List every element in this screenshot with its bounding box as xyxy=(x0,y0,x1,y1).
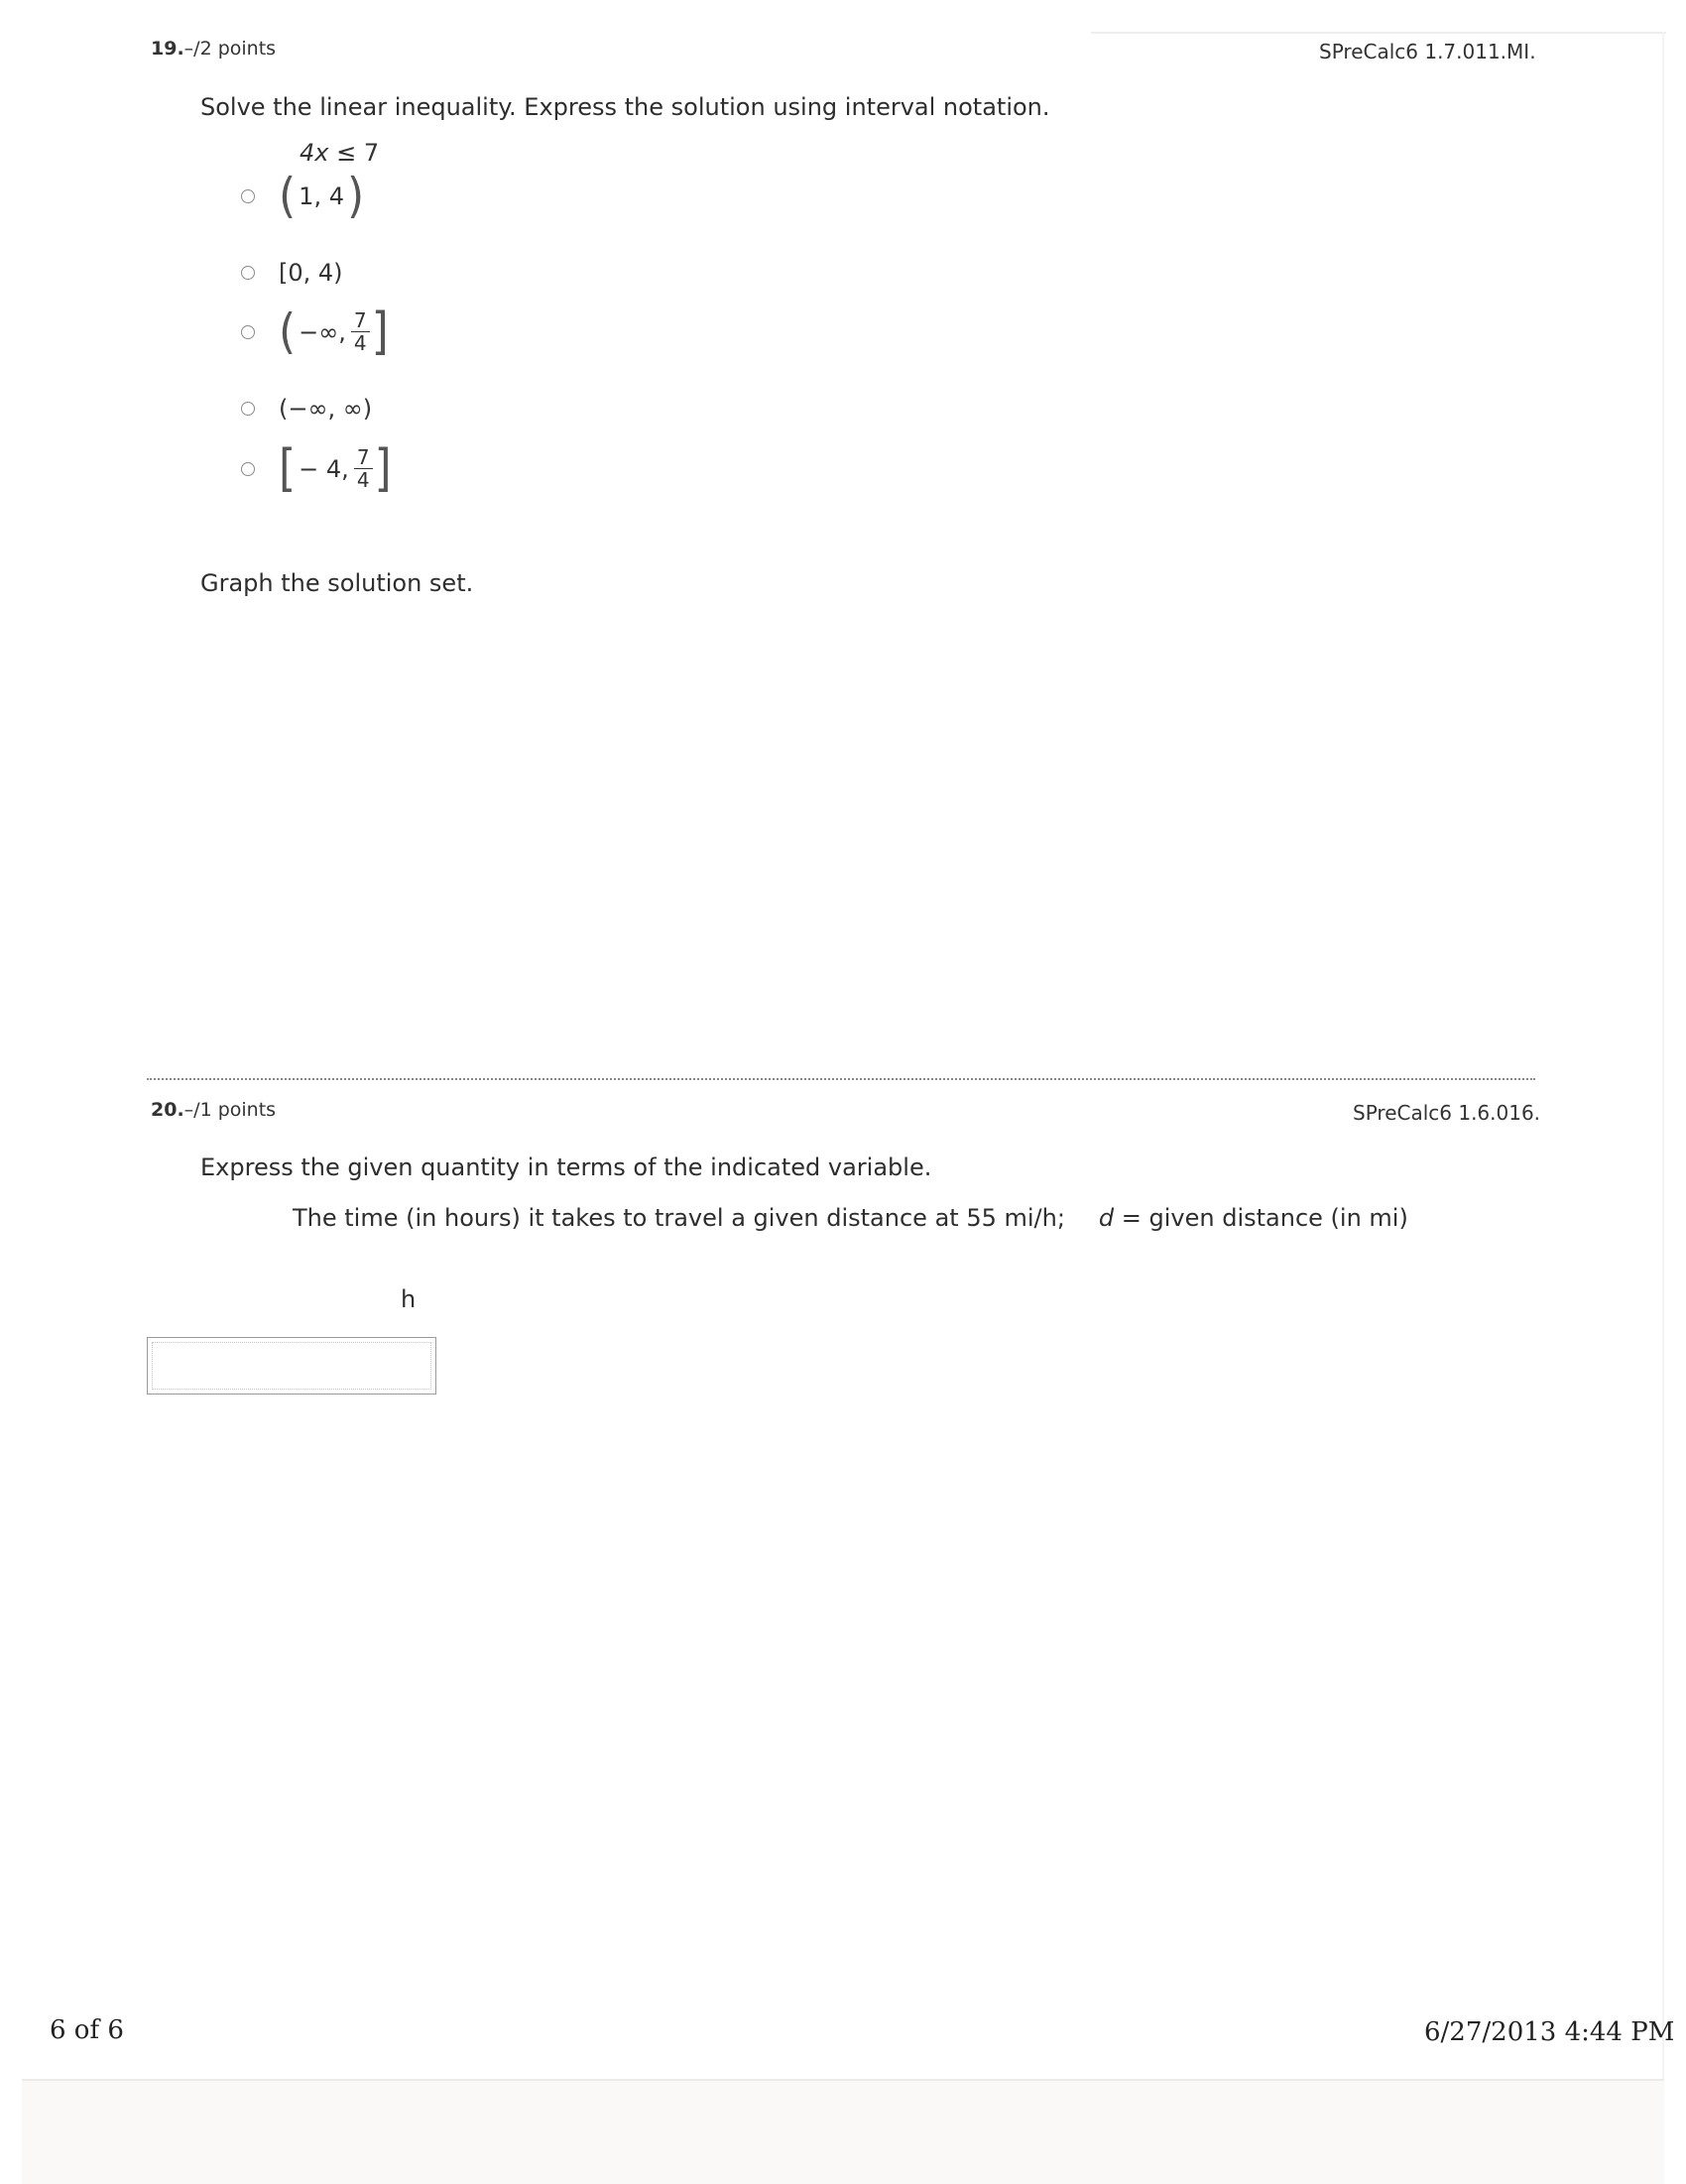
question-divider xyxy=(147,1078,1535,1080)
q20-description xyxy=(293,1204,1408,1232)
q19-header xyxy=(151,38,276,60)
q19-code: SPreCalc6 1.7.011.MI. xyxy=(1319,40,1536,63)
q19-choice-4[interactable] xyxy=(241,395,372,423)
q19-graph-prompt: Graph the solution set. xyxy=(200,569,474,597)
q20-code: SPreCalc6 1.6.016. xyxy=(1353,1101,1541,1125)
q20-variable-def: = given distance (in mi) xyxy=(1114,1204,1408,1232)
choice-text: [0, 4) xyxy=(279,259,343,287)
q19-choice-3[interactable] xyxy=(241,302,389,361)
radio-button[interactable] xyxy=(241,325,255,339)
q20-unit: h xyxy=(401,1285,417,1313)
q19-choice-5[interactable] xyxy=(241,438,392,498)
q19-inequality-lhs: 4x xyxy=(300,139,329,167)
q20-variable: d xyxy=(1098,1204,1115,1232)
fraction-denominator: 4 xyxy=(356,468,370,492)
scan-edge-top xyxy=(1091,32,1666,34)
choice-math: [ − 4, $\frac{7}{4}$ ] xyxy=(279,438,392,498)
q19-number: 19. xyxy=(151,38,184,60)
radio-button[interactable] xyxy=(241,402,255,416)
q19-points: –/2 points xyxy=(183,38,277,60)
scan-edge-right xyxy=(1662,32,1664,2095)
fraction xyxy=(354,446,373,491)
q20-header xyxy=(151,1099,276,1121)
choice-text: −∞, xyxy=(299,317,346,346)
q19-prompt: Solve the linear inequality. Express the solution using interval notation. xyxy=(200,93,1050,121)
choice-text: (−∞, ∞) xyxy=(279,395,373,423)
q19-inequality xyxy=(300,139,379,167)
q20-points: –/1 points xyxy=(183,1099,277,1121)
fraction-numerator: 7 xyxy=(351,309,370,332)
choice-text: 1, 4 xyxy=(299,182,344,210)
choice-math: ( 1, 4 ) xyxy=(279,168,365,224)
q20-prompt: Express the given quantity in terms of the indicated variable. xyxy=(200,1153,932,1181)
fraction-numerator: 7 xyxy=(354,446,373,469)
q20-description-text: The time (in hours) it takes to travel a given distance at 55 mi/h; xyxy=(293,1204,1065,1232)
fraction-denominator: 4 xyxy=(353,331,367,355)
print-datetime: 6/27/2013 4:44 PM xyxy=(1424,2017,1675,2047)
q20-answer-input[interactable] xyxy=(147,1337,436,1395)
radio-button[interactable] xyxy=(241,189,255,203)
fraction xyxy=(351,309,370,354)
choice-text: − 4, xyxy=(299,454,349,483)
q19-inequality-rest: ≤ 7 xyxy=(328,139,380,167)
radio-button[interactable] xyxy=(241,462,255,476)
q20-number: 20. xyxy=(151,1099,184,1121)
choice-math: ( −∞, $\frac{7}{4}$ ] xyxy=(279,302,389,361)
q20-answer-value xyxy=(152,1342,431,1390)
page-number: 6 of 6 xyxy=(50,2015,124,2045)
q19-choice-2[interactable] xyxy=(241,259,343,287)
q19-choice-1[interactable] xyxy=(241,168,365,224)
page-bottom-edge xyxy=(22,2079,1664,2184)
radio-button[interactable] xyxy=(241,266,255,280)
